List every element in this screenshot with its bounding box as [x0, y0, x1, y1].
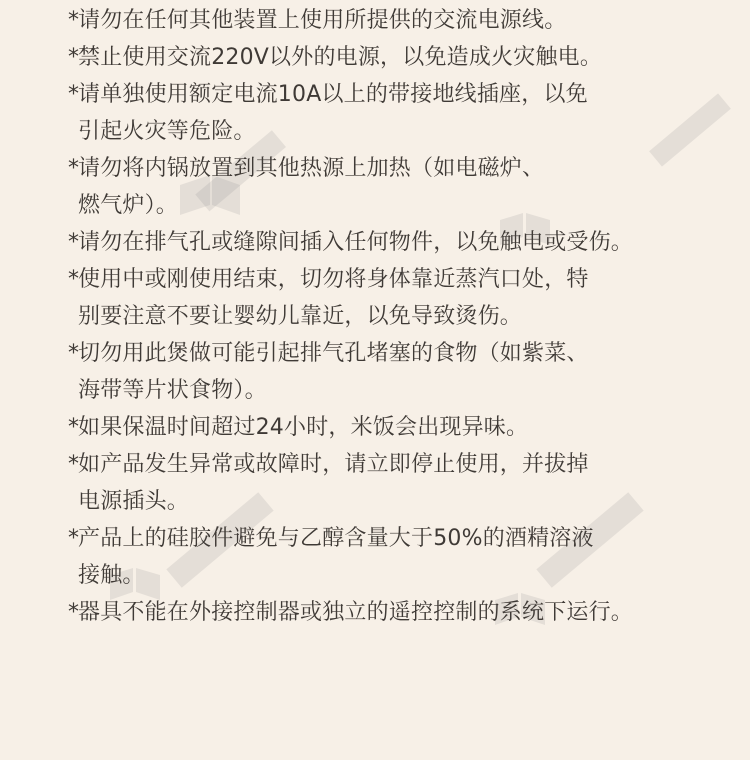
safety-note-text: 海带等片状食物）。 [78, 378, 267, 403]
bullet-asterisk: * [68, 341, 80, 366]
safety-note-text: 请勿在任何其他装置上使用所提供的交流电源线。 [78, 8, 567, 33]
safety-note-item [68, 446, 740, 520]
bullet-asterisk: * [68, 156, 80, 181]
safety-note-text: 切勿用此煲做可能引起排气孔堵塞的食物（如紫菜、 [78, 341, 589, 366]
bullet-asterisk: * [68, 8, 80, 33]
safety-note-item [68, 594, 740, 631]
safety-note-text: 燃气炉）。 [78, 193, 179, 218]
safety-note-item [68, 261, 740, 335]
safety-note-text: 别要注意不要让婴幼儿靠近，以免导致烫伤。 [78, 304, 523, 329]
safety-note-item [68, 520, 740, 594]
bullet-asterisk: * [68, 267, 80, 292]
safety-note-text: 接触。 [78, 563, 145, 588]
safety-note-text: 如产品发生异常或故障时，请立即停止使用，并拔掉 [78, 452, 589, 477]
bullet-asterisk: * [68, 526, 80, 551]
bullet-asterisk: * [68, 452, 80, 477]
safety-note-text: 请勿将内锅放置到其他热源上加热（如电磁炉、 [78, 156, 545, 181]
safety-note-item [68, 150, 740, 224]
safety-note-text: 使用中或刚使用结束，切勿将身体靠近蒸汽口处，特 [78, 267, 589, 292]
safety-note-text: 器具不能在外接控制器或独立的遥控控制的系统下运行。 [78, 600, 634, 625]
safety-note-text: 产品上的硅胶件避免与乙醇含量大于50%的酒精溶液 [78, 526, 594, 551]
safety-note-text: 禁止使用交流220V以外的电源，以免造成火灾触电。 [78, 45, 603, 70]
bullet-asterisk: * [68, 230, 80, 255]
safety-note-text: 请单独使用额定电流10A以上的带接地线插座，以免 [78, 82, 588, 107]
safety-note-item [68, 224, 740, 261]
safety-note-text: 引起火灾等危险。 [78, 119, 256, 144]
safety-note-item [68, 409, 740, 446]
safety-note-text: 如果保温时间超过24小时，米饭会出现异味。 [78, 415, 529, 440]
safety-note-item [68, 335, 740, 409]
bullet-asterisk: * [68, 82, 80, 107]
bullet-asterisk: * [68, 600, 80, 625]
safety-note-text: 请勿在排气孔或缝隙间插入任何物件，以免触电或受伤。 [78, 230, 634, 255]
safety-note-text: 电源插头。 [78, 489, 190, 514]
bullet-asterisk: * [68, 415, 80, 440]
safety-note-item [68, 2, 740, 39]
safety-note-item [68, 76, 740, 150]
safety-notes-list [68, 2, 740, 631]
bullet-asterisk: * [68, 45, 80, 70]
safety-note-item [68, 39, 740, 76]
